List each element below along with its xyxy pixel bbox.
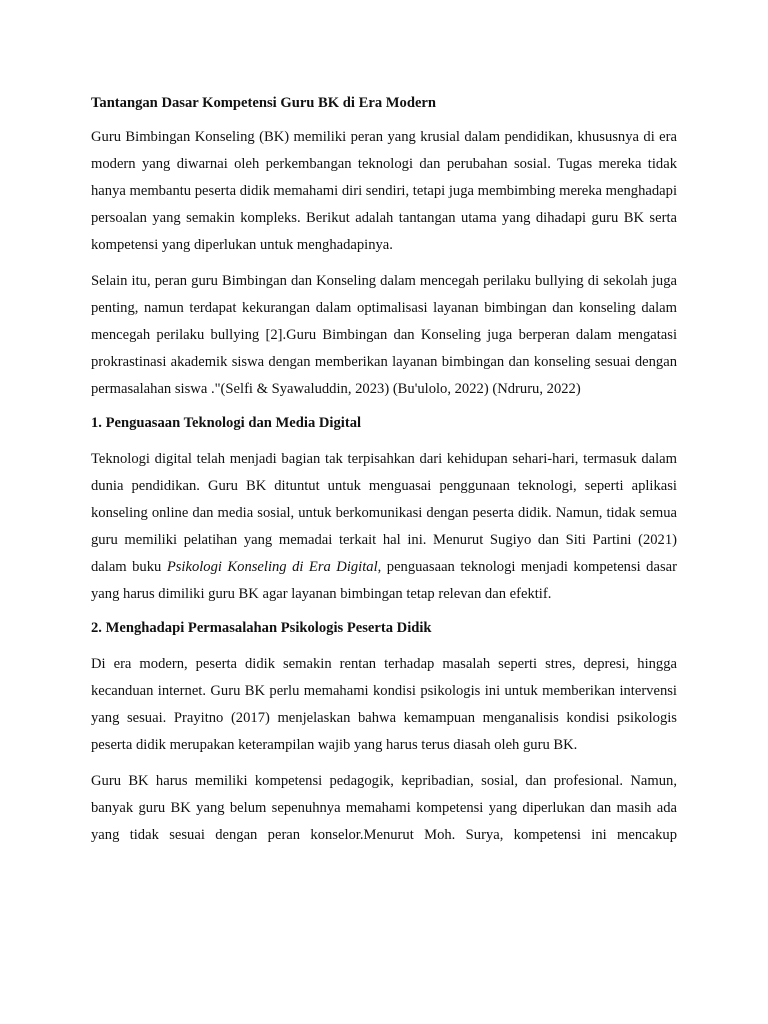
section-heading-psychology: 2. Menghadapi Permasalahan Psikologis Peserta Didik [91, 620, 432, 636]
paragraph-competence: Guru BK harus memiliki kompetensi pedagogik, kepribadian, sosial, dan profesional. Namun, banyak guru BK yang belum sepenuhnya memahami kompetensi yang diperlukan dan masih ada yang tidak sesuai dengan peran konselor.Menurut Moh. Surya, kompetensi ini mencakup [91, 773, 677, 843]
paragraph-technology-text-b: , penguasaan teknologi menjadi kompetensi dasar yang harus dimiliki guru BK agar layanan bimbingan tetap relevan dan efektif. [91, 559, 677, 602]
document-title: Tantangan Dasar Kompetensi Guru BK di Era Modern [91, 95, 437, 111]
paragraph-intro: Guru Bimbingan Konseling (BK) memiliki peran yang krusial dalam pendidikan, khususnya di era modern yang diwarnai oleh perkembangan teknologi dan perubahan sosial. Tugas mereka tidak hanya membantu peserta didik memahami diri sendiri, tetapi juga membimbing mereka menghadapi persoalan yang semakin kompleks. Berikut adalah tantangan utama yang dihadapi guru BK serta kompetensi yang diperlukan untuk menghadapinya. [91, 129, 678, 253]
document-page [91, 92, 677, 858]
paragraph-technology-text-a: Teknologi digital telah menjadi bagian tak terpisahkan dari kehidupan sehari-hari, termasuk dalam dunia pendidikan. Guru BK dituntut untuk menguasai penggunaan teknologi, seperti aplikasi konseling online dan media sosial, untuk berkomunikasi dengan peserta didik. Namun, tidak semua guru memiliki pelatihan yang memadai terkait hal ini. Menurut Sugiyo dan Siti Partini (2021) dalam buku [91, 451, 677, 575]
paragraph-technology [91, 446, 677, 608]
section-heading-technology: 1. Penguasaan Teknologi dan Media Digital [91, 415, 362, 431]
paragraph-bullying: Selain itu, peran guru Bimbingan dan Konseling dalam mencegah perilaku bullying di sekolah juga penting, namun terdapat kekurangan dalam optimalisasi layanan bimbingan dan konseling dalam mencegah perilaku bullying [2].Guru Bimbingan dan Konseling juga berperan dalam mengatasi prokrastinasi akademik siswa dengan memberikan layanan bimbingan dan konseling sesuai dengan permasalahan siswa ."(Selfi & Syawaluddin, 2023) (Bu'ulolo, 2022) (Ndruru, 2022) [91, 273, 677, 397]
book-title: Psikologi Konseling di Era Digital [166, 559, 378, 575]
paragraph-psychology: Di era modern, peserta didik semakin rentan terhadap masalah seperti stres, depresi, hingga kecanduan internet. Guru BK perlu memahami kondisi psikologis ini untuk memberikan intervensi yang sesuai. Prayitno (2017) menjelaskan bahwa kemampuan menganalisis kondisi psikologis peserta didik merupakan keterampilan wajib yang harus terus diasah oleh guru BK. [91, 656, 677, 753]
